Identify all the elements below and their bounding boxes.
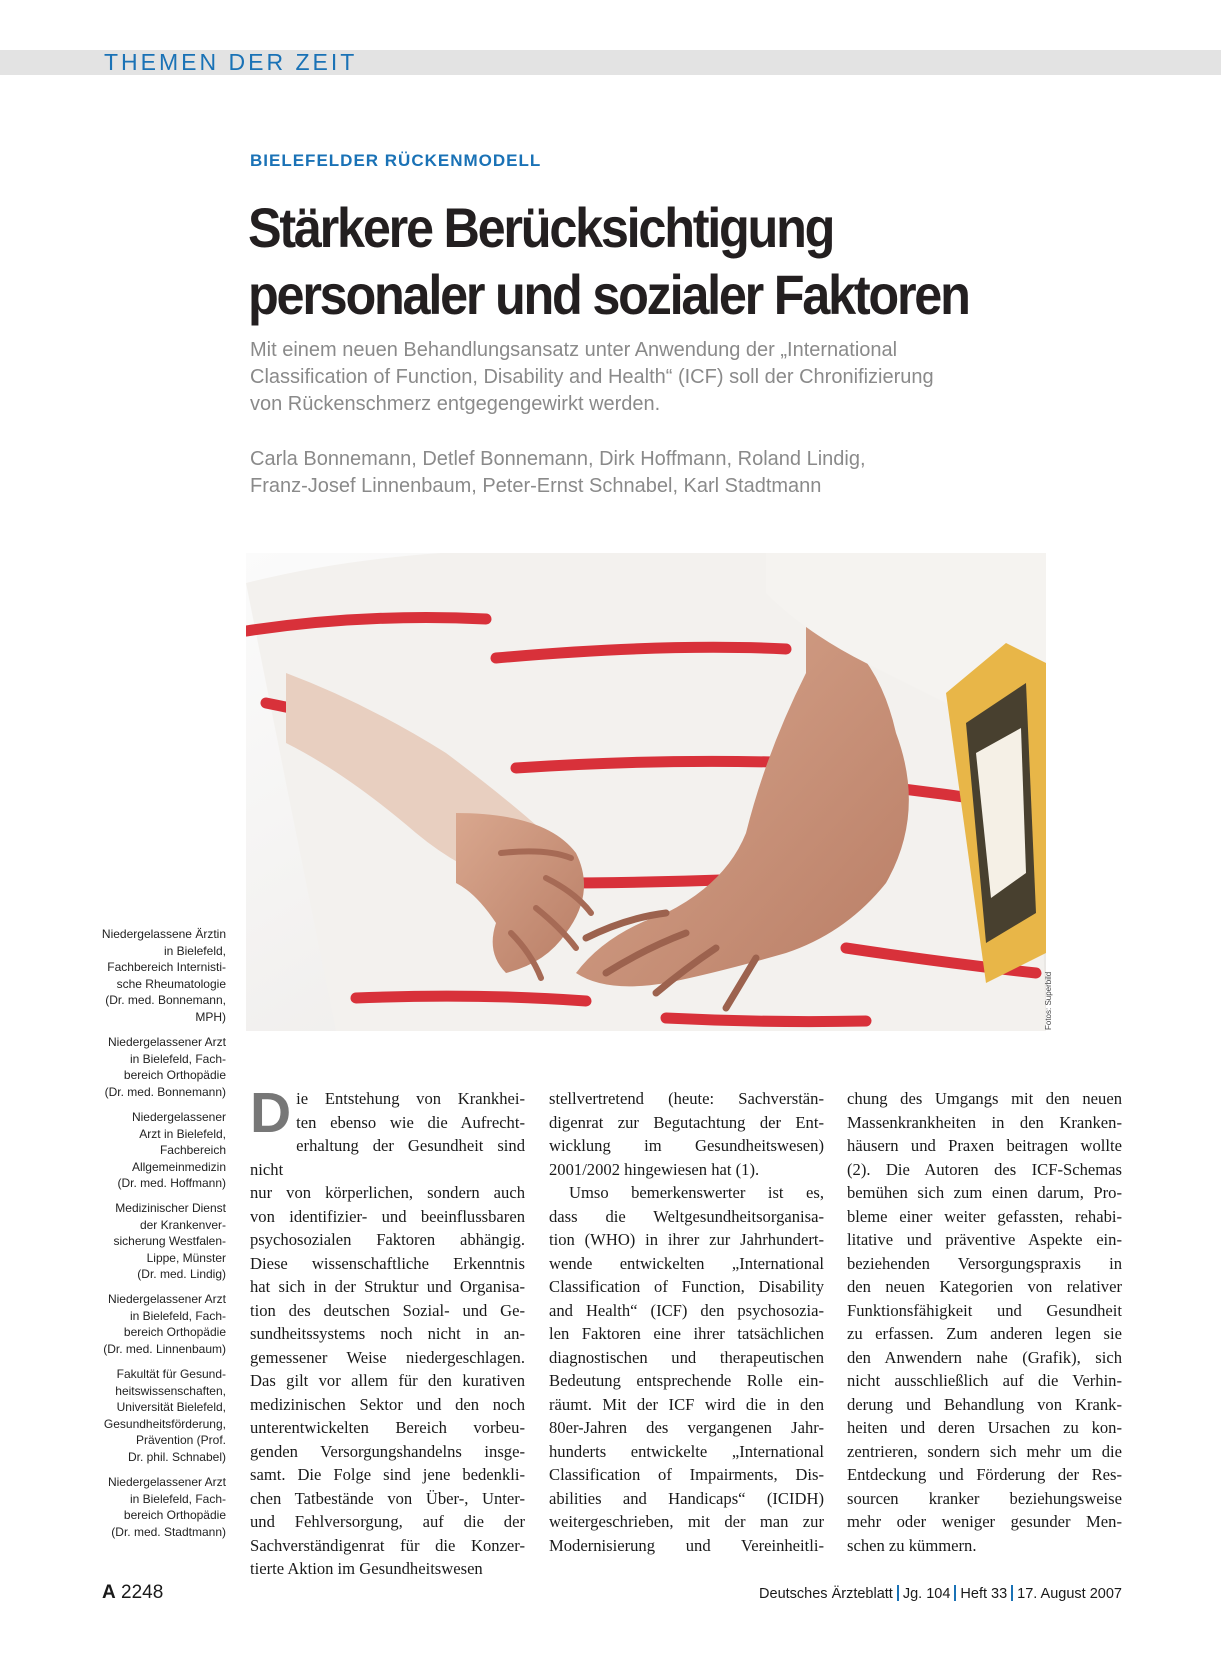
body-line: Entdeckung und Förderung der Res- bbox=[847, 1465, 1122, 1484]
body-line: sourcen kranker beziehungsweise bbox=[847, 1488, 1122, 1508]
affiliation-line: Niedergelassener Arzt bbox=[107, 1475, 226, 1489]
affiliation-line: Gesundheitsförderung, bbox=[103, 1416, 226, 1431]
body-line: sundheitssystems noch nicht in an- bbox=[250, 1324, 525, 1343]
body-line: medizinischen Sektor und den noch bbox=[250, 1394, 525, 1414]
article-authors bbox=[250, 446, 1010, 500]
article-kicker: BIELEFELDER RÜCKENMODELL bbox=[250, 151, 542, 170]
affiliation-line: in Bielefeld, Fach- bbox=[129, 1491, 226, 1506]
body-line: psychosozialen Faktoren abhängig. bbox=[250, 1230, 525, 1249]
body-line: tion des deutschen Sozial- und Ge- bbox=[250, 1300, 525, 1320]
body-line: len Faktoren eine ihrer tatsächlichen bbox=[549, 1324, 824, 1343]
affiliation-line: bereich Orthopädie bbox=[123, 1325, 226, 1339]
affiliation-line: Dr. phil. Schnabel) bbox=[127, 1449, 226, 1464]
affiliation-line: (Dr. med. Bonnemann, bbox=[105, 993, 226, 1007]
body-line: nicht ausschließlich auf die Verhin- bbox=[847, 1371, 1122, 1390]
body-line: chung des Umgangs mit den neuen bbox=[847, 1089, 1122, 1108]
body-line: den neuen Kategorien von relativer bbox=[847, 1277, 1122, 1296]
affiliation-block bbox=[86, 1291, 226, 1357]
body-line: erhaltung der Gesundheit sind nicht bbox=[250, 1136, 525, 1179]
body-line: weitergeschrieben, mit der man zur bbox=[549, 1512, 824, 1531]
body-line: 80er-Jahren des vergangenen Jahr- bbox=[549, 1418, 824, 1437]
affiliation-block bbox=[86, 1474, 226, 1540]
body-line: (2). Die Autoren des ICF-Schemas bbox=[847, 1159, 1122, 1179]
headline-line: Stärkere Berücksichtigung bbox=[248, 196, 834, 259]
body-line: Bedeutung entsprechende Rolle ein- bbox=[549, 1371, 824, 1390]
affiliation-line: Lippe, Münster bbox=[146, 1250, 226, 1265]
affiliation-line: in Bielefeld, Fach- bbox=[129, 1308, 226, 1323]
affiliation-line: Universität Bielefeld, bbox=[116, 1400, 226, 1414]
section-title: THEMEN DER ZEIT bbox=[104, 49, 358, 75]
affiliation-line: MPH) bbox=[195, 1009, 226, 1024]
article-headline bbox=[248, 194, 1058, 328]
affiliation-line: Arzt in Bielefeld, bbox=[139, 1126, 226, 1141]
body-line: zentrieren, sondern sich mehr um die bbox=[847, 1441, 1122, 1461]
body-line: 2001/2002 hingewiesen hat (1). bbox=[549, 1159, 760, 1179]
photo-credit: Fotos: Superbild bbox=[1044, 971, 1053, 1030]
article-photo-back-pain bbox=[246, 553, 1046, 1031]
body-line: tierte Aktion im Gesundheitswesen bbox=[250, 1559, 483, 1578]
affiliation-block bbox=[86, 1109, 226, 1192]
journal-name: Deutsches Ärzteblatt bbox=[759, 1586, 893, 1602]
body-line: dass die Weltgesundheitsorganisa- bbox=[549, 1206, 824, 1226]
article-lede bbox=[250, 337, 1040, 418]
body-line: bemühen sich zum einen darum, Pro- bbox=[847, 1183, 1122, 1202]
authors-line: Franz-Josef Linnenbaum, Peter-Ernst Schnabel, Karl Stadtmann bbox=[250, 475, 822, 497]
affiliation-block bbox=[86, 926, 226, 1025]
body-line: den Anwendern nahe (Grafik), sich bbox=[847, 1347, 1122, 1367]
body-line: beziehenden Versorgungspraxis in bbox=[847, 1253, 1122, 1273]
lede-line: Mit einem neuen Behandlungsansatz unter Anwendung der „International bbox=[250, 339, 898, 361]
body-line: nur von körperlichen, sondern auch bbox=[250, 1183, 525, 1202]
body-line: samt. Die Folge sind jene bedenkli- bbox=[250, 1465, 525, 1484]
footer-divider bbox=[954, 1585, 956, 1601]
affiliation-line: der Krankenver- bbox=[139, 1217, 226, 1232]
page-prefix: A bbox=[102, 1582, 116, 1603]
affiliation-line: Prävention (Prof. bbox=[135, 1433, 226, 1447]
body-line: and Health“ (ICF) den psychosozia- bbox=[549, 1300, 824, 1320]
affiliation-line: (Dr. med. Linnenbaum) bbox=[103, 1341, 226, 1356]
body-line: zu erfassen. Zum anderen legen sie bbox=[847, 1324, 1122, 1343]
body-line: derung und Behandlung von Krank- bbox=[847, 1394, 1122, 1414]
body-line: Umso bemerkenswerter ist es, bbox=[569, 1183, 824, 1202]
affiliation-line: bereich Orthopädie bbox=[123, 1068, 226, 1082]
affiliation-line: Niedergelassener Arzt bbox=[107, 1292, 226, 1306]
body-line: von identifizier- und beeinflussbaren bbox=[250, 1206, 525, 1226]
body-line: abilities and Handicaps“ (ICIDH) bbox=[549, 1488, 824, 1508]
affiliation-line: Niedergelassener Arzt bbox=[107, 1035, 226, 1049]
affiliation-block bbox=[86, 1366, 226, 1465]
affiliation-line: Niedergelassener bbox=[131, 1110, 226, 1124]
affiliation-line: Niedergelassene Ärztin bbox=[101, 927, 226, 941]
body-line: tion (WHO) in ihrer zur Jahrhundert- bbox=[549, 1230, 824, 1249]
affiliation-line: in Bielefeld, Fach- bbox=[129, 1051, 226, 1066]
affiliation-line: (Dr. med. Bonnemann) bbox=[104, 1084, 226, 1099]
affiliation-line: bereich Orthopädie bbox=[123, 1508, 226, 1522]
footer-divider bbox=[897, 1585, 899, 1601]
body-line: heiten und deren Ursachen zu kon- bbox=[847, 1418, 1122, 1437]
headline-line: personaler und sozialer Faktoren bbox=[248, 263, 969, 326]
page-number bbox=[102, 1582, 163, 1604]
body-line: digenrat zur Begutachtung der Ent- bbox=[549, 1112, 824, 1132]
body-line: Classification of Function, Disability bbox=[549, 1277, 824, 1296]
body-line: Modernisierung und Vereinheitli- bbox=[549, 1535, 824, 1555]
affiliation-line: Allgemeinmedizin bbox=[131, 1159, 226, 1174]
body-line: mehr oder weniger gesunder Men- bbox=[847, 1512, 1122, 1531]
affiliation-line: Fachbereich Internisti- bbox=[107, 960, 226, 974]
affiliation-line: sicherung Westfalen- bbox=[113, 1234, 226, 1248]
body-line: litative und präventive Aspekte ein- bbox=[847, 1230, 1122, 1249]
body-line: unterentwickelten Bereich vorbeu- bbox=[250, 1418, 525, 1437]
body-line: Massenkrankheiten in den Kranken- bbox=[847, 1112, 1122, 1132]
body-line: bleme einer weiter gefassten, rehabi- bbox=[847, 1206, 1122, 1226]
affiliation-line: Medizinischer Dienst bbox=[115, 1201, 226, 1215]
body-line: Sachverständigenrat für die Konzer- bbox=[250, 1535, 525, 1555]
affiliation-line: Fakultät für Gesund- bbox=[116, 1367, 226, 1381]
affiliation-line: (Dr. med. Hoffmann) bbox=[117, 1176, 226, 1190]
body-line: hunderts entwickelte „International bbox=[549, 1441, 824, 1461]
body-line: hat sich in der Struktur und Organisa- bbox=[250, 1277, 525, 1296]
affiliation-block bbox=[86, 1034, 226, 1100]
body-line: häusern und Praxen beitragen wollte bbox=[847, 1136, 1122, 1155]
body-column-1 bbox=[250, 1081, 525, 1581]
journal-date: 17. August 2007 bbox=[1017, 1586, 1122, 1602]
body-line: ie Entstehung von Krankhei- bbox=[296, 1089, 525, 1108]
body-line: Diese wissenschaftliche Erkenntnis bbox=[250, 1253, 525, 1273]
affiliation-block bbox=[86, 1200, 226, 1283]
body-line: gemessener Weise niedergeschlagen. bbox=[250, 1347, 525, 1367]
journal-footer bbox=[759, 1585, 1122, 1602]
affiliation-line: (Dr. med. Lindig) bbox=[137, 1267, 226, 1281]
affiliation-line: sche Rheumatologie bbox=[116, 976, 226, 991]
body-line: genden Versorgungshandelns insge- bbox=[250, 1441, 525, 1461]
body-line: Classification of Impairments, Dis- bbox=[549, 1465, 824, 1484]
affiliation-line: in Bielefeld, bbox=[163, 943, 226, 958]
body-line: Funktionsfähigkeit und Gesundheit bbox=[847, 1300, 1122, 1320]
body-line: räumt. Mit der ICF wird die in den bbox=[549, 1394, 824, 1414]
body-line: ten ebenso wie die Aufrecht- bbox=[296, 1112, 525, 1132]
journal-volume: Jg. 104 bbox=[902, 1586, 951, 1602]
body-line: wende entwickelten „International bbox=[549, 1253, 824, 1273]
body-line: schen zu kümmern. bbox=[847, 1535, 977, 1555]
body-column-2 bbox=[549, 1087, 824, 1557]
authors-line: Carla Bonnemann, Detlef Bonnemann, Dirk Hoffmann, Roland Lindig, bbox=[250, 448, 866, 470]
body-line: diagnostischen und therapeutischen bbox=[549, 1347, 824, 1367]
photo-illustration bbox=[246, 553, 1046, 1031]
body-line: Das gilt vor allem für den kurativen bbox=[250, 1371, 525, 1390]
affiliation-line: heitswissenschaften, bbox=[115, 1383, 226, 1398]
body-line: und Fehlversorgung, auf die der bbox=[250, 1512, 525, 1531]
journal-issue: Heft 33 bbox=[960, 1586, 1008, 1602]
body-line: chen Tatbestände von Über-, Unter- bbox=[250, 1488, 525, 1508]
body-line: stellvertretend (heute: Sachverstän- bbox=[549, 1089, 824, 1108]
drop-cap: D bbox=[250, 1081, 292, 1145]
body-line: wicklung im Gesundheitswesen) bbox=[549, 1136, 824, 1155]
page-number-value: 2248 bbox=[121, 1582, 164, 1603]
footer-divider bbox=[1011, 1585, 1013, 1601]
affiliation-line: (Dr. med. Stadtmann) bbox=[111, 1524, 226, 1539]
lede-line: Classification of Function, Disability and Health“ (ICF) soll der Chronifizierung bbox=[250, 366, 934, 388]
lede-line: von Rückenschmerz entgegengewirkt werden. bbox=[250, 393, 661, 415]
body-column-3 bbox=[847, 1087, 1122, 1557]
affiliation-line: Fachbereich bbox=[159, 1143, 226, 1157]
